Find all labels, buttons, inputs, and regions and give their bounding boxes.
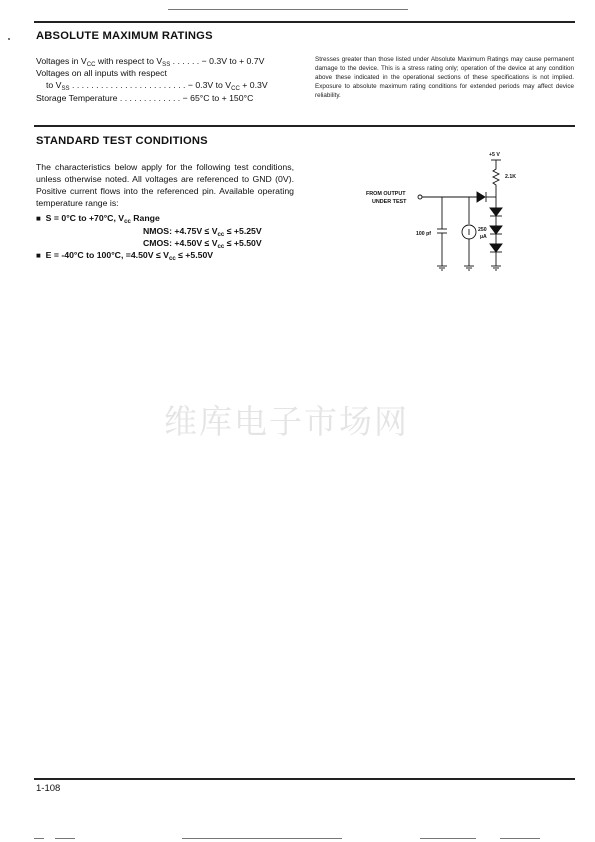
scan-mark	[182, 838, 342, 839]
current-label-2: µA	[480, 234, 487, 240]
scan-mark	[34, 838, 44, 839]
rating-storage-temp: Storage Temperature . . . . . . . . . . . . . − 65°C to + 150°C	[36, 93, 254, 103]
input-label-1: FROM OUTPUT	[366, 191, 406, 197]
watermark: 维库电子市场网	[164, 402, 409, 441]
resistor-label: 2.1K	[505, 174, 516, 180]
scan-mark	[55, 838, 75, 839]
diode-icon	[477, 192, 485, 202]
range-e: ■ E = -40°C to 100°C, $=4.50V \le V_{cc} \le +5.50V$	[36, 250, 214, 262]
diode-icon	[490, 226, 502, 234]
page-number: 1-108	[36, 783, 61, 794]
input-label-2: UNDER TEST	[372, 199, 407, 205]
scan-mark	[8, 38, 10, 40]
rating-inputs-label: Voltages on all inputs with respect	[36, 68, 167, 78]
supply-label: +5 V	[489, 152, 500, 158]
diode-icon	[490, 208, 502, 216]
top-rule	[34, 21, 575, 23]
section-rule	[34, 125, 575, 127]
scan-mark	[420, 838, 476, 839]
bullet-icon: ■	[36, 251, 41, 260]
resistor-icon	[493, 166, 499, 190]
rating-vcc: Voltages in $V_{CC}$ with respect to $V_{SS}$ . . . . . . − 0.3V to + 0.7V	[36, 56, 265, 68]
section-title-absolute-max: ABSOLUTE MAXIMUM RATINGS	[36, 30, 213, 42]
stress-note: Stresses greater than those listed under Absolute Maximum Ratings may cause permanent damage to the device. This is a stress rating only; operation of the device at any condition above these indicated in the operational sections of these specifications is not implied. Exposure to absolute maximum rating conditions for extended periods may affect device reliability.	[315, 56, 574, 99]
test-load-circuit	[350, 146, 590, 286]
range-cmos: CMOS: $+4.50V \le V_{cc} \le +5.50V$	[143, 238, 262, 250]
rating-inputs-value: to $V_{SS}$ . . . . . . . . . . . . . . . . . . . . . . . . − 0.3V to $V_{CC} + 0.3V$	[46, 80, 268, 92]
range-s: ■ S = 0°C to +70°C, $V_{cc}$ Range	[36, 213, 160, 225]
test-conditions-intro: The characteristics below apply for the following test conditions, unless otherwise noted. All voltages are referenced to GND (0V). Positive current flows into the referenced pin. Available operating temperature range is:	[36, 162, 294, 208]
bottom-rule	[34, 778, 575, 780]
section-title-test-conditions: STANDARD TEST CONDITIONS	[36, 135, 208, 147]
bullet-icon: ■	[36, 214, 41, 223]
scan-mark	[500, 838, 540, 839]
input-terminal-icon	[418, 195, 422, 199]
range-nmos: NMOS: $+4.75V \le V_{cc} \le +5.25V$	[143, 226, 262, 238]
capacitor-label: 100 pf	[416, 231, 431, 237]
diode-icon	[490, 244, 502, 252]
current-label-1: 250	[478, 227, 487, 233]
scan-mark	[168, 9, 408, 10]
